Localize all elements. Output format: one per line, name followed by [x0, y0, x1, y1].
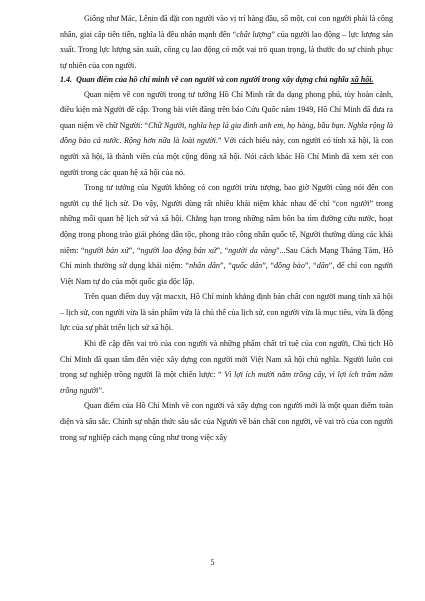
paragraph-4: Trên quan điểm duy vật macxit, Hồ Chí minh khẳng định bản chất con người mang tính xã hội – lịch sử, con người vừa là sản phẩm vừa là chủ thể của lịch sử, con người vừa là mục tiêu, vừa là động lực của sự phát triển lịch sử xã hội. [60, 292, 393, 333]
page-number: 5 [210, 558, 215, 567]
section-title: Quan điểm của hồ chí minh về con người và con người trong xây dựng chủ nghĩa [76, 75, 351, 85]
section-title-underlined: xã hội. [350, 75, 374, 85]
section-heading [60, 73, 393, 86]
section-number: 1.4. [60, 75, 73, 85]
paragraph-1: Giống như Mác, Lênin đã đặt con người vào vị trí hàng đầu, số một, coi con người phải là công nhân, giai cấp tiên tiến, nghĩa là đều nhấn mạnh đến “chất lượng” của người lao động – lực lượng sản xuất. Trong lực lượng sản xuất, công cụ lao động có một vai trò quan trọng, là thước đo sự chinh phục tự nhiên của con người. [60, 14, 393, 70]
paragraph-3: Trong tư tưởng của Người không có con người trừu tượng, bao giờ Người cũng nói đến con người cụ thể lịch sử. Do vậy, Người dùng rất nhiều khái niệm khác nhau để chỉ “con người” trong những mối quan hệ lịch sử và xã hội. Chẳng hạn trong những năm bôn ba tìm đường cứu nước, hoạt động trong phong trào giải phóng dân tộc, phong trào công nhân quốc tế, Người thường dùng các khái niệm: “người bản xứ”, “người lao động bản xứ”, “người da vàng”...Sau Cách Mạng Tháng Tám, Hồ Chí minh thường sử dụng khái niệm: “nhân dân”, “quốc dân”, “đồng bào”, “dân”, để chỉ con người Việt Nam tự do của một quốc gia độc lập. [60, 183, 393, 286]
paragraph-6: Quan điểm của Hồ Chí Minh về con người và xây dựng con người mới là một quan điểm toàn diện và sâu sắc. Chính sự nhận thức sâu sắc của Người về bản chất con người, về vai trò của con người trong sự nghiệp cách mạng cũng như trong việc xây [60, 401, 393, 442]
paragraph-5: Khi đề cập đến vai trò của con người và những phẩm chất trí tuệ của con người, Chủ tịch Hồ Chí Minh đã quan tâm đến việc xây dựng con người mới Việt Nam xã hội chủ nghĩa. Người luôn coi trọng sự nghiệp trồng người là một chiến lược: “ Vì lợi ích mười năm trồng cây, vì lợi ích trăm năm trồng người”. [60, 339, 393, 395]
paragraph-2: Quan niệm về con người trong tư tưởng Hồ Chí Minh rất đa dạng phong phú, tùy hoàn cảnh, điều kiện mà Người đề cập. Trong bài viết đăng trên báo Cứu Quốc năm 1949, Hồ Chí Minh đã đưa ra quan niệm về chữ Người: “Chữ Người, nghĩa hẹp là gia đình anh em, họ hàng, bầu bạn. Nghĩa rộng là đồng bào cả nước. Rộng hơn nữa là loài người.” Với cách hiểu này, con người có tính xã hội, là con người xã hội, là thành viên của một cộng đồng xã hội. Nói cách khác Hồ Chí Minh đã xem xét con người trong các quan hệ xã hội của nó. [60, 89, 393, 177]
